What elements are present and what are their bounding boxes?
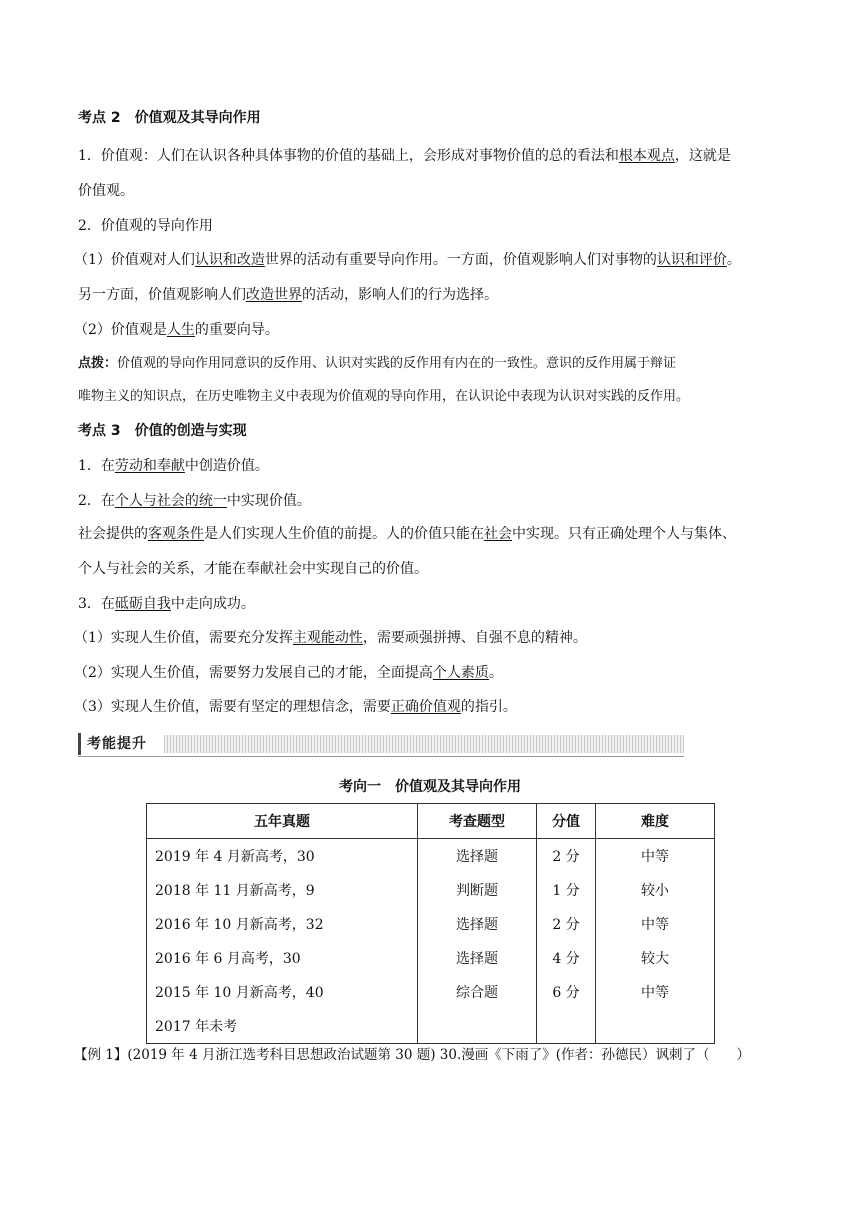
- tip-line-2: 唯物主义的知识点，在历史唯物主义中表现为价值观的导向作用，在认识论中表现为认识对实践的反作用。: [78, 389, 690, 404]
- underlined-term: 社会: [484, 526, 512, 542]
- table-row: [147, 975, 715, 1009]
- table-cell: 4 分: [537, 941, 596, 975]
- table-row: [147, 839, 715, 874]
- table-cell: 中等: [596, 839, 715, 874]
- underlined-term: 认识和改造: [194, 252, 265, 268]
- table-cell: 2016 年 6 月高考，30: [147, 941, 418, 975]
- underlined-term: 正确价值观: [390, 699, 461, 715]
- header-cell: 分值: [537, 804, 596, 839]
- section-banner: [78, 733, 684, 757]
- section-heading-3: 考点 3 价值的创造与实现: [78, 423, 247, 439]
- exam-table: [146, 803, 715, 1044]
- table-cell: [596, 1009, 715, 1044]
- table-cell: 选择题: [418, 907, 537, 941]
- table-cell: 2016 年 10 月新高考，32: [147, 907, 418, 941]
- paragraph-guidance-1: （1）价值观对人们认识和改造世界的活动有重要导向作用。一方面，价值观影响人们对事物的认识和评价。: [74, 252, 741, 268]
- paragraph-society-cont: 个人与社会的关系，才能在奉献社会中实现自己的价值。: [78, 561, 428, 577]
- header-cell: 考查题型: [418, 804, 537, 839]
- underlined-term: 个人与社会的统一: [114, 493, 227, 509]
- underlined-term: 客观条件: [148, 526, 204, 542]
- tip-label: 点拨：: [78, 356, 118, 371]
- table-row: [147, 941, 715, 975]
- paragraph-guidance-title: 2．价值观的导向作用: [78, 218, 213, 234]
- table-cell: 选择题: [418, 839, 537, 874]
- paragraph-continuation: 价值观。: [78, 183, 134, 199]
- underlined-term: 主观能动性: [292, 630, 363, 646]
- table-title: 考向一 价值观及其导向作用: [339, 779, 521, 795]
- table-cell: [537, 1009, 596, 1044]
- table-row: [147, 1009, 715, 1044]
- underlined-term: 砥砺自我: [114, 596, 171, 612]
- underlined-term: 人生: [166, 322, 195, 338]
- table-cell: 中等: [596, 975, 715, 1009]
- paragraph-self-1: （1）实现人生价值，需要充分发挥主观能动性，需要顽强拼搏、自强不息的精神。: [74, 630, 587, 646]
- table-cell: 2 分: [537, 907, 596, 941]
- paragraph-self-2: （2）实现人生价值，需要努力发展自己的才能，全面提高个人素质。: [74, 665, 503, 681]
- table-cell: 选择题: [418, 941, 537, 975]
- table-cell: 2018 年 11 月新高考，9: [147, 873, 418, 907]
- header-cell: 难度: [596, 804, 715, 839]
- table-cell: 综合题: [418, 975, 537, 1009]
- table-header-row: [147, 804, 715, 839]
- banner-label: 考能提升: [78, 733, 160, 755]
- table-cell: 2019 年 4 月新高考，30: [147, 839, 418, 874]
- table-row: [147, 873, 715, 907]
- paragraph-create-value: 1．在劳动和奉献中创造价值。: [78, 458, 269, 474]
- table-cell: [418, 1009, 537, 1044]
- table-cell: 2017 年未考: [147, 1009, 418, 1044]
- header-cell: 五年真题: [147, 804, 418, 839]
- paragraph-society: 社会提供的客观条件是人们实现人生价值的前提。人的价值只能在社会中实现。只有正确处理个人与集体、: [78, 526, 736, 542]
- table-cell: 判断题: [418, 873, 537, 907]
- underlined-term: 改造世界: [246, 287, 302, 303]
- table-cell: 2015 年 10 月新高考，40: [147, 975, 418, 1009]
- paragraph-guidance-1-cont: 另一方面，价值观影响人们改造世界的活动，影响人们的行为选择。: [78, 287, 498, 303]
- banner-rule: [78, 756, 684, 757]
- paragraph-self: 3．在砥砺自我中走向成功。: [78, 596, 255, 612]
- table-cell: 2 分: [537, 839, 596, 874]
- table-cell: 6 分: [537, 975, 596, 1009]
- underlined-term: 劳动和奉献: [114, 458, 185, 474]
- underlined-term: 个人素质: [432, 665, 489, 681]
- table-row: [147, 907, 715, 941]
- tip-line-1: 点拨：价值观的导向作用同意识的反作用、认识对实践的反作用有内在的一致性。意识的反作用属于辩证: [78, 356, 677, 371]
- table-cell: 较大: [596, 941, 715, 975]
- table-cell: 中等: [596, 907, 715, 941]
- section-heading-2: 考点 2 价值观及其导向作用: [78, 110, 261, 126]
- banner-stripe: [164, 735, 684, 753]
- paragraph-realize-value: 2．在个人与社会的统一中实现价值。: [78, 493, 311, 509]
- table-cell: 较小: [596, 873, 715, 907]
- paragraph-self-3: （3）实现人生价值，需要有坚定的理想信念，需要正确价值观的指引。: [74, 699, 517, 715]
- example-question: 【例 1】(2019 年 4 月浙江选考科目思想政治试题第 30 题) 30.漫画《下雨了》(作者：孙德民）讽刺了（ ）: [74, 1047, 751, 1063]
- paragraph-guidance-2: （2）价值观是人生的重要向导。: [74, 322, 279, 338]
- underlined-term: 认识和评价: [656, 252, 727, 268]
- table-cell: 1 分: [537, 873, 596, 907]
- paragraph-value-definition: 1．价值观：人们在认识各种具体事物的价值的基础上，会形成对事物价值的总的看法和根本观点，这就是: [78, 148, 731, 164]
- underlined-term: 根本观点: [618, 148, 675, 164]
